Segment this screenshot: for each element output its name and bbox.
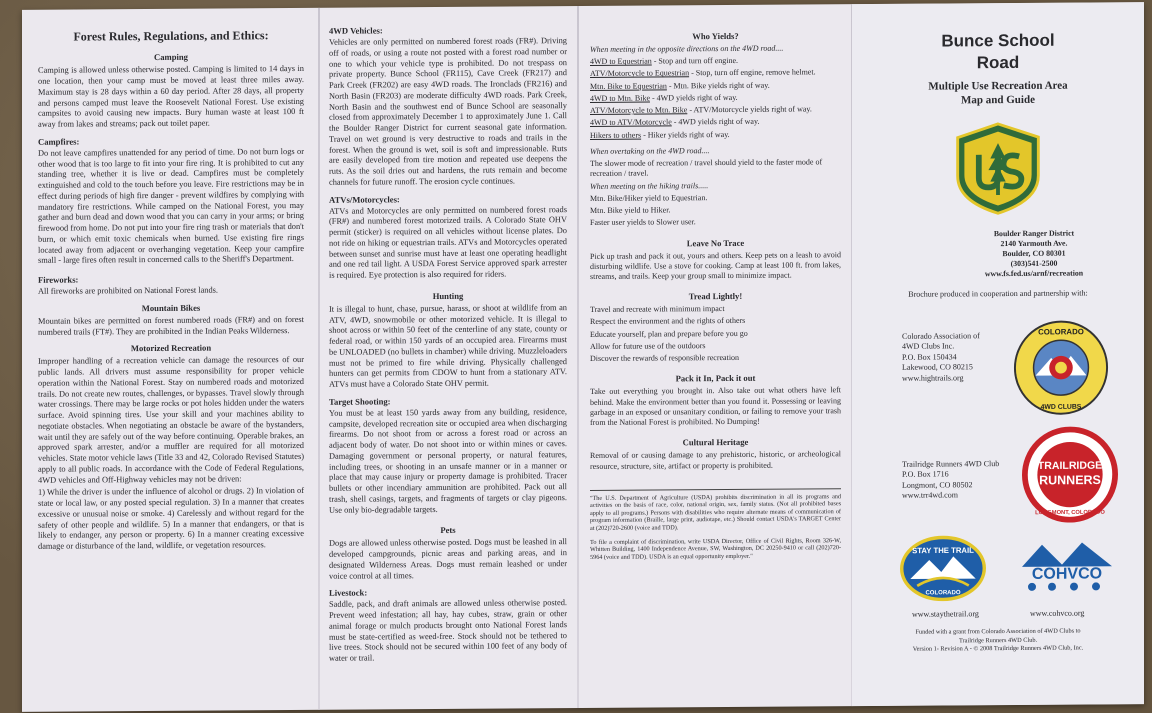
brochure — [22, 2, 1144, 712]
org-line: Trailridge Runners 4WD Club — [902, 459, 1000, 469]
yield-rule-key: ATV/Motorcycle to Mtn. Bike — [590, 105, 688, 116]
trailridge-address — [902, 459, 999, 501]
district-name: Boulder Ranger District — [993, 228, 1075, 238]
org-line: www.hightrails.org — [902, 372, 964, 383]
yield-rule-value: - 4WD yields right of way. — [650, 92, 738, 103]
yield-rule-value: - Hiker yields right of way. — [641, 129, 730, 140]
yield-rule-key: 4WD to Mtn. Bike — [590, 93, 650, 103]
pets-text: Dogs are allowed unless otherwise posted. Dogs must be leashed in all developed campgrounds, picnic areas and parking areas, and in designated Wilderness Areas. Dogs must remain leashed or under voice control at all times. — [329, 537, 567, 581]
yield-rule-value: - 4WD yields right of way. — [671, 117, 760, 127]
cover-title: Bunce School — [941, 30, 1055, 51]
camping-text: Camping is allowed unless otherwise posted. Camping is limited to 14 days in one location, then your camp must be moved at least three miles away. Maximum stay is 28 days within a 60 day period. After 28 days, all property and persons camped must leave the Roosevelt National Forest. Use existing campsites to avoid causing new impacts. Bury human waste at least 100 ft away from lakes and streams; pack out toilet paper. — [38, 64, 304, 129]
heritage-text: Removal of or causing damage to any prehistoric, historic, or archeological resource, structure, site, artifact or property is prohibited. — [590, 449, 841, 471]
lnt-heading: Leave No Trace — [686, 237, 745, 248]
campfires-heading: Campfires: — [38, 136, 80, 147]
pack-heading: Pack it In, Pack it out — [675, 373, 756, 384]
lnt-text: Pick up trash and pack it out, yours and others. Keep pets on a leash to avoid disturbing wildlife. Use a stove for cooking. Camp at least 100 ft. from lakes, streams, and trails. Keep your group small to minimize impact. — [590, 249, 841, 281]
cover-title-2: Road — [976, 52, 1020, 73]
yield-rule — [590, 55, 841, 67]
campfires-text: Do not leave campfires unattended for any period of time. Do not burn logs or other wood that is too large to fit into your fire ring. It is prohibited to cut any standing tree, whether it is live or dead. Campfires must be completely extinguished and cold to the touch before you leave. Fire restrictions may be in effect during periods of high fire danger - prevent wildfires by complying with mandatory fire restrictions. While camped on the National Forest, you may gather and burn dead and down wood that you can carry in your arms; or bring firewood from home. Do not put into your fire ring trash or materials that don't burn, or which emit toxic chemicals when burned. Use existing fire rings located away from adjacent or overhanging vegetation. Keep your campfire small - large fires often result in concerned calls to the Sheriff's Department. — [38, 146, 304, 266]
cam4wd-address — [902, 331, 980, 383]
district-city: Boulder, CO 80301 — [1002, 248, 1066, 258]
cohvco-url: www.cohvco.org — [1030, 608, 1085, 618]
motor-list: 1) While the driver is under the influence of alcohol or drugs. 2) In violation of state or local law, or any posted special regulation. 3) In a manner that creates excessive or unusual noise or smoke. 4) Carelessly and without regard for the safety of other people and wildlife. 5) In a manner that endangers, or that is likely to endanger, any person or property. 6) In a manner creating excessive damage or disturbance of the land, wildlife, or vegetation resources. — [38, 486, 304, 551]
cover-footer — [862, 628, 1134, 654]
atv-heading: ATVs/Motorcycles: — [329, 193, 400, 205]
yield-rule — [590, 117, 841, 129]
org-line: 4WD Clubs Inc. — [902, 341, 955, 352]
logo-text: TRAILRIDGE — [1037, 459, 1103, 473]
colorado-4wd-clubs-logo-icon — [1012, 318, 1110, 417]
tread-heading: Tread Lightly! — [688, 291, 743, 302]
logo-text: COLORADO — [1038, 327, 1084, 337]
tread-line: Respect the environment and the rights of others — [590, 316, 746, 327]
footer-line: Version 1- Revision A - © 2008 Trailridge Runners 4WD Club, Inc. — [912, 644, 1084, 653]
target-text: You must be at least 150 yards away from any building, residence, campsite, developed recreation site or occupied area when discharging firearms. Do not shoot from or across a forest road or across an adjacent body of water. Do not shoot into or within mines or caves. Damaging government or personal property, or natural features, including trees, or shooting in an unsafe manner or in a manner or place that may cause injury or property damage is prohibited. Tracer bullets or other incendiary ammunition are prohibited. Pack out all trash, shell casings, targets, and fragments of targets or clay pigeons. Use only bio-degradable targets. — [329, 406, 567, 515]
overtaking-heading: When overtaking on the 4WD road.... — [590, 145, 710, 156]
hiking-line: Mtn. Bike/Hiker yield to Equestrian. — [590, 192, 708, 203]
cohvco-logo-icon — [1012, 536, 1122, 593]
tread-line: Travel and recreate with minimum impact — [590, 304, 725, 315]
bikes-text: Mountain bikes are permitted on forest numbered roads (FR#) and on forest numbered trails (FT#). They are prohibited in the Indian Peaks Wilderness. — [38, 314, 304, 337]
yield-rule-key: Hikers to others — [590, 130, 642, 140]
district-url: www.fs.fed.us/arnf/recreation — [984, 268, 1084, 279]
forest-service-badge-icon — [950, 119, 1046, 216]
staythetrail-url: www.staythetrail.org — [912, 609, 979, 619]
panel-title: Forest Rules, Regulations, and Ethics: — [73, 28, 269, 44]
motor-text: Improper handling of a recreation vehicle can damage the resources of our public lands. All drivers must assume responsibility for proper vehicle operation within the National Forest. Stay on numbered roads and motorized trails. Do not create new routes, challenges, or bypasses. Travel slowly through water crossings. There may be large rocks or pot holes hidden under the waters surface. Avoid spinning tires. Use your skill and your machines ability to negotiate obstacles. When negotiating an obstacle be aware of the bystanders, wait until they are safely out of the way before continuing. Operable brakes, an approved spark arrester, and/or a muffler are required for all motorized vehicles. State motor vehicle laws (Title 33 and 42, Colorado Revised Statutes) apply to all public roads. In accordance with the Code of Federal Regulations, 4WD vehicles and Off-Highway vehicles may not be driven: — [38, 355, 304, 485]
yield-rule — [590, 104, 841, 116]
org-line: P.O. Box 150434 — [902, 352, 957, 362]
logo-text: LONGMONT, COLORADO — [1035, 509, 1105, 517]
district-street: 2140 Yarmouth Ave. — [1000, 238, 1068, 248]
logo-text: STAY THE TRAIL — [912, 545, 974, 556]
motor-heading: Motorized Recreation — [130, 342, 212, 354]
org-line: Colorado Association of — [902, 331, 980, 341]
panel-cover — [852, 2, 1144, 706]
footer-line: Trailridge Runners 4WD Club. — [958, 636, 1038, 645]
yield-rule-value: - ATV/Motorcycle yields right of way. — [687, 104, 812, 115]
org-line: Lakewood, CO 80215 — [902, 362, 973, 372]
stay-the-trail-logo-icon — [900, 535, 986, 602]
panel-rules — [22, 8, 318, 712]
yield-rule-key: 4WD to ATV/Motorcycle — [590, 117, 672, 128]
yield-rule-key: ATV/Motorcycle to Equestrian — [590, 68, 690, 79]
camping-heading: Camping — [154, 52, 188, 63]
yield-rule — [590, 92, 841, 104]
panel-vehicles — [319, 6, 577, 710]
panel-etiquette — [578, 4, 851, 708]
logo-text: RUNNERS — [1039, 472, 1101, 488]
livestock-heading: Livestock: — [329, 587, 368, 599]
org-line: Longmont, CO 80502 — [902, 480, 973, 490]
org-line: P.O. Box 1716 — [902, 469, 949, 480]
logo-text: 4WD CLUBS — [1040, 403, 1082, 411]
tread-line: Educate yourself, plan and prepare before you go — [590, 328, 748, 339]
pack-text: Take out everything you brought in. Also take out what others have left behind. Make the environment better than you found it. Possessing or leaving garbage in an exposed or unsanitary condition, or failing to remove your trash from the National Forest is prohibited. No Dumping! — [590, 385, 841, 428]
yield-rule-value: - Stop and turn off engine. — [651, 56, 739, 66]
vehicles-heading: 4WD Vehicles: — [329, 25, 383, 36]
logo-text: COLORADO — [925, 590, 961, 597]
fireworks-heading: Fireworks: — [38, 274, 79, 285]
overtaking-text: The slower mode of recreation / travel should yield to the faster mode of recreation / travel. — [590, 157, 823, 179]
hiking-line: Mtn. Bike yield to Hiker. — [590, 205, 671, 215]
yield-rule-value: - Stop, turn off engine, remove helmet. — [689, 67, 816, 78]
livestock-text: Saddle, pack, and draft animals are allowed unless otherwise posted. Prevent weed infestation; all hay, hay cubes, straw, grain or other animal forage or mulch products brought onto National Forest lands must be state-certified as weed-free. Stock should not be tethered to live trees. Stock should not be secured within 100 feet of any body of water or trail. — [329, 598, 567, 663]
tread-line: Discover the rewards of responsible recreation — [590, 353, 740, 364]
hunting-text: It is illegal to hunt, chase, pursue, harass, or shoot at wildlife from an ATV, 4WD, snowmobile or other motorized vehicle. It is illegal to shoot across or within 50 feet of the centerline of any state, county or federal road, or within 150 yards of an occupied area. Firearms must be UNLOADED (no bullets in chamber) while driving. Muzzleloaders must not be primed to fire while driving. Physically challenged hunters can get permits from CDOW to hunt from a stationary ATV. ATVs must have a Colorado State OHV permit. — [329, 302, 567, 389]
org-line: www.trr4wd.com — [902, 490, 958, 500]
yield-rule — [590, 129, 841, 141]
trailridge-runners-logo-icon — [1022, 426, 1118, 523]
logo-text: COHVCO — [1031, 565, 1103, 583]
yield-rule — [590, 80, 841, 92]
divider — [590, 488, 841, 491]
yields-heading: Who Yields? — [692, 30, 739, 42]
target-heading: Target Shooting: — [329, 396, 391, 407]
usda-complaint: To file a complaint of discrimination, write USDA Director, Office of Civil Rights, Room 326-W, Whitten Building, 1400 Independence Avenue, SW, Washington, DC 20250-9410 or call (202)720-5964 (voice and TDD). USDA is an equal opportunity employer." — [590, 536, 841, 561]
hiking-heading: When meeting on the hiking trails..... — [590, 180, 709, 191]
hiking-line: Faster user yields to Slower user. — [590, 217, 696, 228]
yield-rule-key: Mtn. Bike to Equestrian — [590, 81, 667, 91]
bikes-heading: Mountain Bikes — [141, 302, 201, 313]
atv-text: ATVs and Motorcycles are only permitted on numbered forest roads (FR#) and numbered forest motorized trails. A Colorado State OHV permit (sticker) is required on all vehicles without license plates. Do not ride on hiking or equestrian trails. ATVs and Motorcycles operated between sunset and sunrise must have at least one operating headlight and one red tail light. A USDA Forest Service approved spark arrester is required. Eye protection is also required for riders. — [329, 204, 567, 280]
yields-intro: When meeting in the opposite directions on the 4WD road.... — [590, 43, 784, 54]
heritage-heading: Cultural Heritage — [682, 437, 749, 448]
partnership-text: Brochure produced in cooperation and partnership with: — [908, 288, 1088, 299]
vehicles-text: Vehicles are only permitted on numbered forest roads (FR#). Driving off of roads, or using a route not posted with a forest road number or one to which your vehicle type is prohibited. Do not trespass on private property. Bunce School (FR115), Cave Creek (FR217) and Park Creek (FR202) are easy 4WD roads. The Ironclads (FR216) and North Basin (FR203) are moderate difficulty 4WD roads. Park Creek, North Basin and the southwest end of Bunce School are seasonally closed from approximately December 1 to approximately June 1. Call the Boulder Ranger District for current seasonal gate information. Travel on wet ground is very destructive to roads and trails in the forest. When the ground is wet, soil is soft and impressionable. Ruts are easily developed from tire motion and repeated use deepens the ruts. As the soil dries out and hardens, the ruts remain and become channels for future runoff. The erosion cycle continues. — [329, 36, 567, 187]
yield-rule-value: - Mtn. Bike yields right of way. — [666, 80, 770, 91]
district-phone: (303)541-2500 — [1010, 258, 1058, 268]
tread-line: Allow for future use of the outdoors — [590, 341, 706, 351]
fireworks-text: All fireworks are prohibited on National Forest lands. — [38, 285, 219, 296]
cover-subtitle-2: Map and Guide — [961, 94, 1035, 107]
yield-rule-key: 4WD to Equestrian — [590, 56, 652, 67]
pets-heading: Pets — [440, 525, 456, 536]
district-info — [924, 228, 1144, 280]
yield-rule — [590, 68, 841, 80]
cover-subtitle: Multiple Use Recreation Area — [928, 79, 1068, 93]
usda-statement: "The U.S. Department of Agriculture (USDA) prohibits discrimination in all its programs and activities on the basis of race, color, national origin, sex, family status. (Not all prohibited bases apply to all programs.) Persons with disabilities who require alternate means of communication of program information (Braille, large print, audiotape, etc.) Should contact USDA's TARGET Center at (202)720-2600 (voice and TDD). — [590, 492, 841, 532]
footer-line: Funded with a grant from Colorado Association of 4WD Clubs to — [915, 628, 1081, 637]
yields-list — [590, 55, 841, 140]
hunting-heading: Hunting — [432, 290, 464, 301]
